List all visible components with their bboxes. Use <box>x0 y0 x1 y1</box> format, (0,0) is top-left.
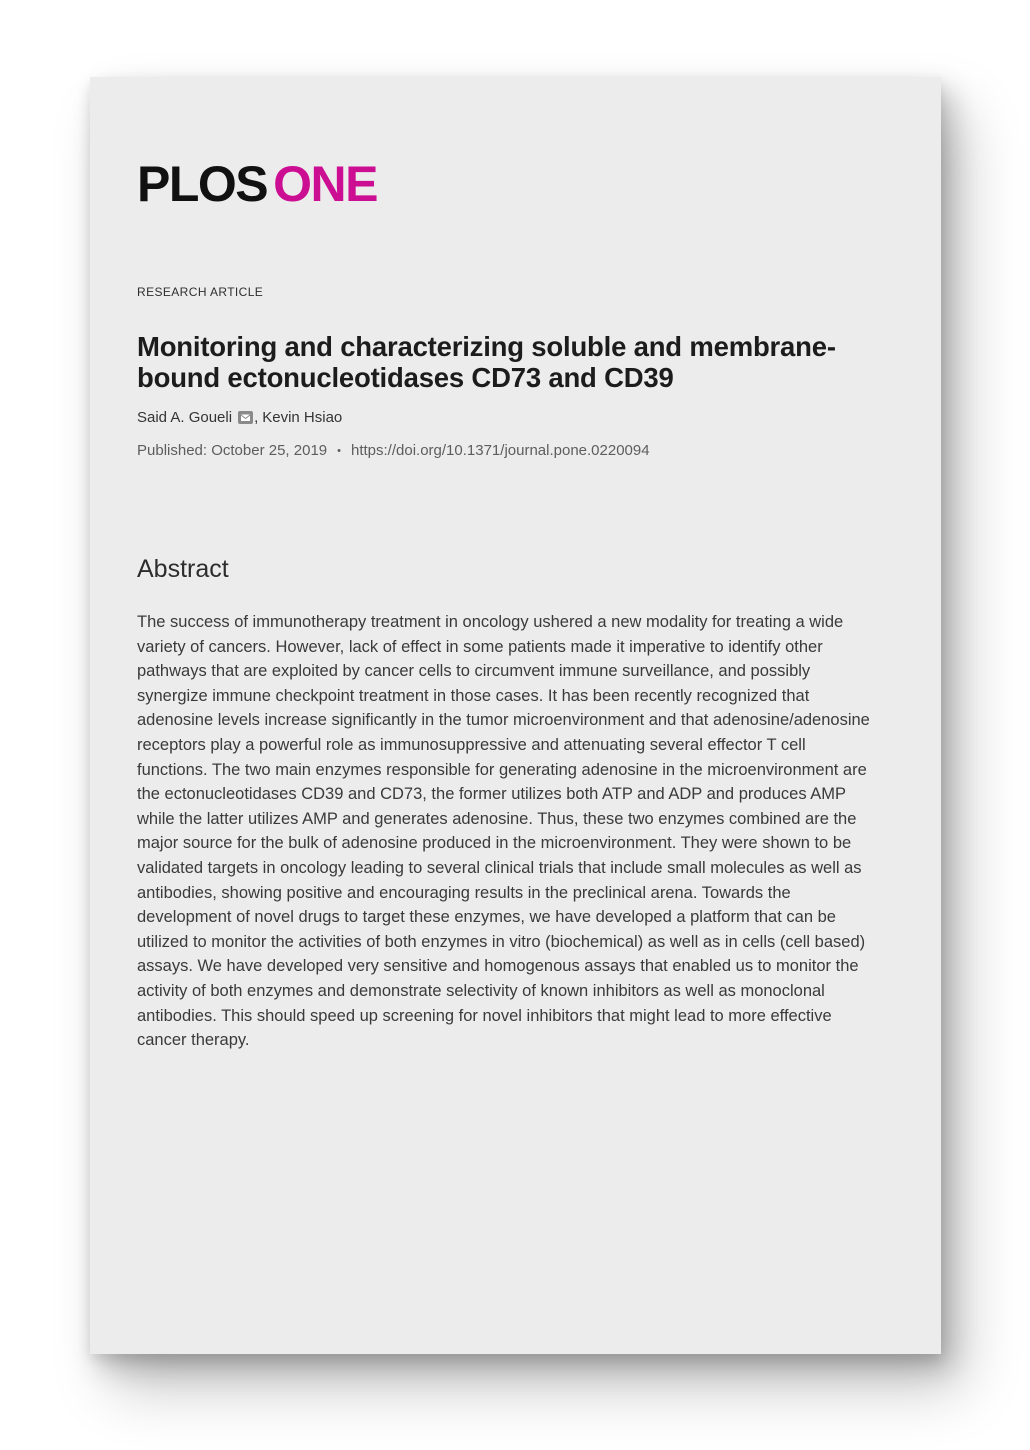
envelope-icon <box>238 411 253 424</box>
abstract-heading: Abstract <box>137 555 229 583</box>
article-type-label: RESEARCH ARTICLE <box>137 285 264 299</box>
author-list <box>137 409 877 426</box>
author-name-goueli[interactable]: Said A. Goueli <box>137 409 233 426</box>
publication-line <box>137 442 877 459</box>
article-page <box>90 77 941 1354</box>
email-icon[interactable] <box>238 411 253 424</box>
plos-wordmark: PLOS <box>137 156 268 212</box>
one-wordmark: ONE <box>273 156 377 212</box>
abstract-text: The success of immunotherapy treatment in oncology ushered a new modality for treating a wide variety of cancers. However, lack of effect in some patients made it imperative to identify other pathways that are exploited by cancer cells to circumvent immune surveillance, and possibly synergize immune checkpoint treatment in those cases. It has been recently recognized that adenosine levels increase significantly in the tumor microenvironment and that adenosine/adenosine receptors play a powerful role as immunosuppressive and attenuating several effector T cell functions. The two main enzymes responsible for generating adenosine in the microenvironment are the ectonucleotidases CD39 and CD73, the former utilizes both ATP and ADP and produces AMP while the latter utilizes AMP and generates adenosine. Thus, these two enzymes combined are the major source for the bulk of adenosine produced in the microenvironment. They were shown to be validated targets in oncology leading to several clinical trials that include small molecules as well as antibodies, showing positive and encouraging results in the preclinical arena. Towards the development of novel drugs to target these enzymes, we have developed a platform that can be utilized to monitor the activities of both enzymes in vitro (biochemical) as well as in cells (cell based) assays. We have developed very sensitive and homogenous assays that enabled us to monitor the activity of both enzymes and demonstrate selectivity of known inhibitors as well as monoclonal antibodies. This should speed up screening for novel inhibitors that might lead to more effective cancer therapy. <box>137 613 870 1050</box>
bullet-separator: • <box>337 444 341 457</box>
doi-link[interactable]: https://doi.org/10.1371/journal.pone.0220094 <box>351 442 650 459</box>
published-date: Published: October 25, 2019 <box>137 442 328 459</box>
article-content <box>137 77 877 1053</box>
author-separator: , <box>254 409 259 426</box>
plos-one-logo[interactable] <box>137 157 377 211</box>
author-name-hsiao[interactable]: Kevin Hsiao <box>262 409 343 426</box>
article-title: Monitoring and characterizing soluble and membrane-bound ectonucleotidases CD73 and CD39 <box>137 331 836 393</box>
